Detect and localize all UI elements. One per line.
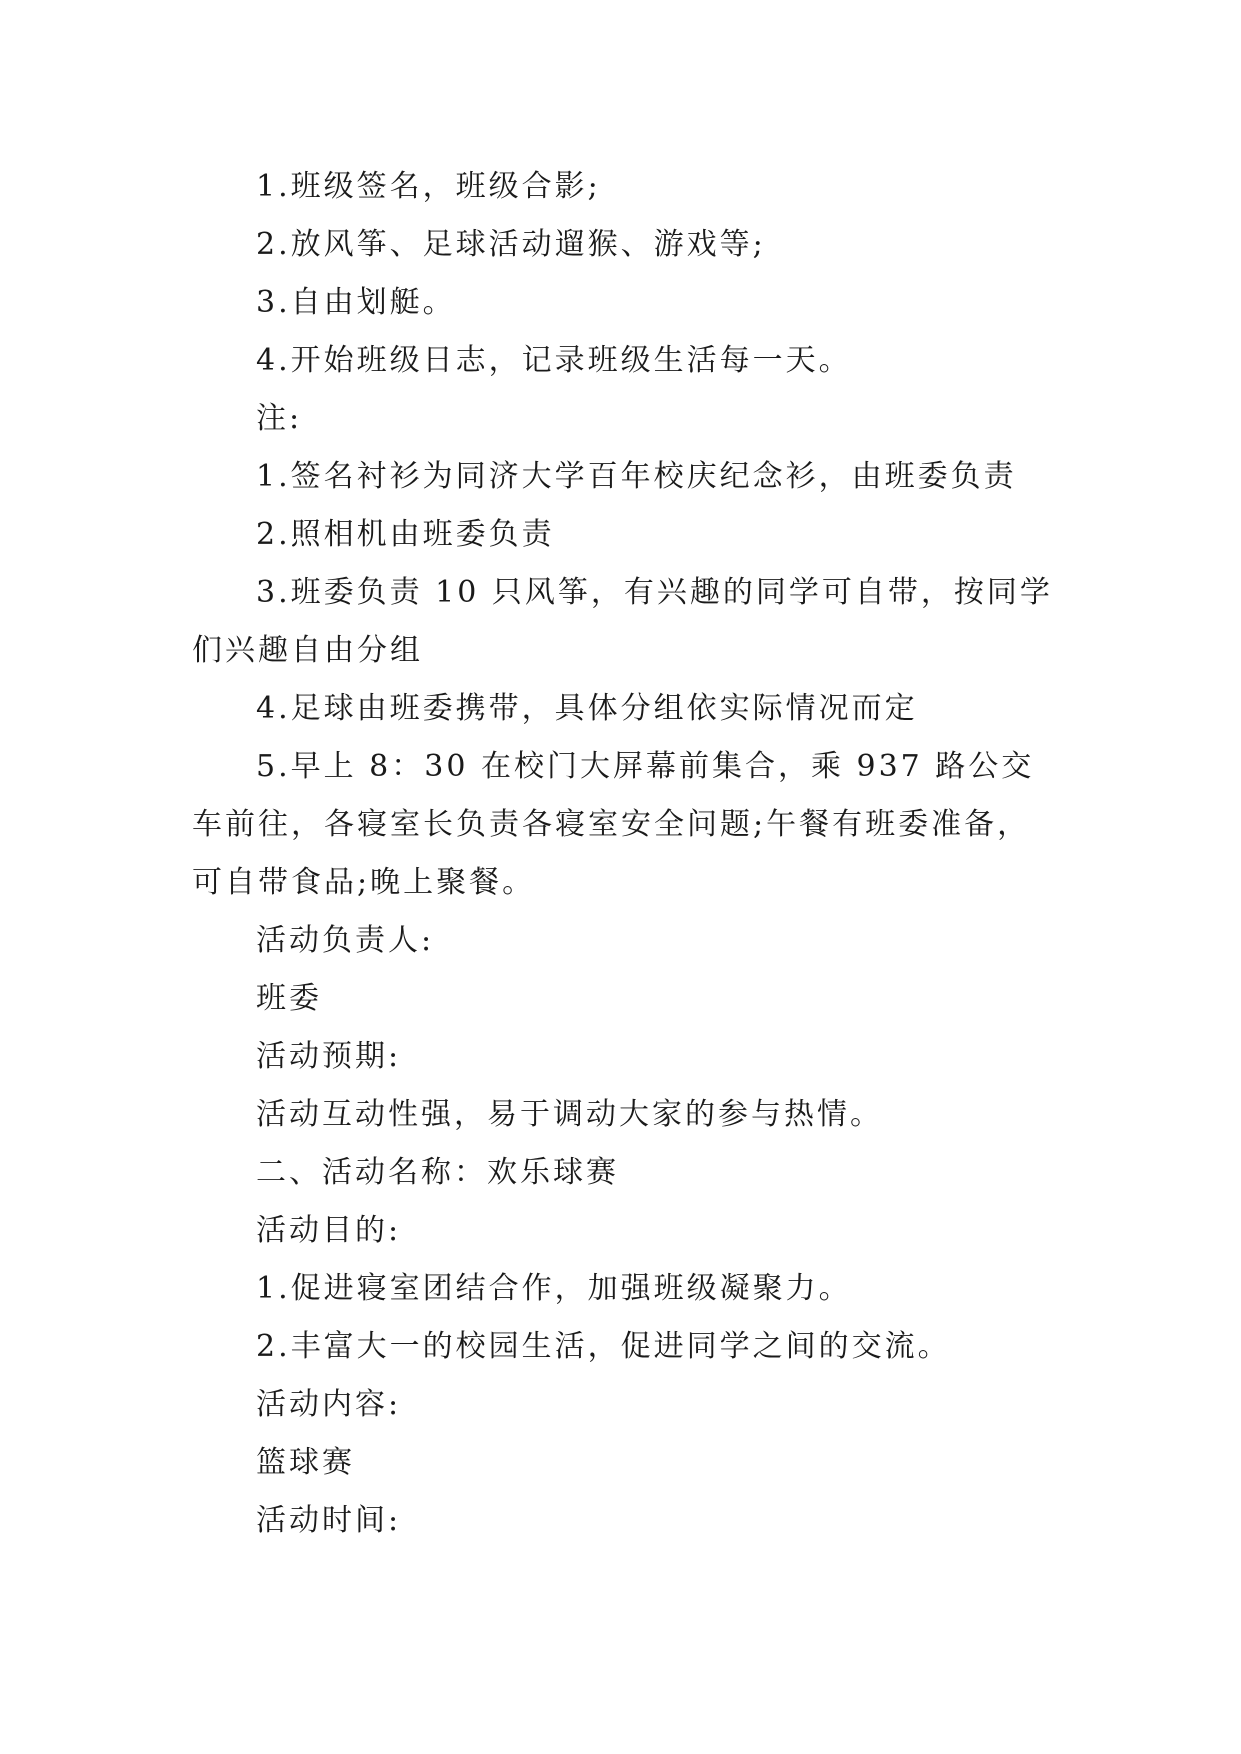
paragraph: 2.丰富大一的校园生活，促进同学之间的交流。 <box>256 1329 951 1364</box>
section-heading: 二、活动名称：欢乐球赛 <box>256 1155 619 1190</box>
paragraph: 注: <box>256 401 303 436</box>
paragraph: 活动预期: <box>256 1039 402 1074</box>
paragraph: 3.自由划艇。 <box>256 285 456 320</box>
paragraph: 活动负责人: <box>256 923 435 958</box>
paragraph: 4.足球由班委携带，具体分组依实际情况而定 <box>256 691 918 726</box>
paragraph: 2.放风筝、足球活动遛猴、游戏等; <box>256 227 766 262</box>
paragraph: 活动时间: <box>256 1503 402 1538</box>
paragraph: 活动内容: <box>256 1387 402 1422</box>
page-body <box>192 158 1054 1550</box>
paragraph: 活动互动性强，易于调动大家的参与热情。 <box>256 1097 883 1132</box>
paragraph: 班委 <box>256 981 322 1016</box>
paragraph: 1.班级签名，班级合影; <box>256 169 601 204</box>
paragraph: 活动目的: <box>256 1213 402 1248</box>
paragraph: 4.开始班级日志，记录班级生活每一天。 <box>256 343 852 378</box>
paragraph: 篮球赛 <box>256 1445 355 1480</box>
paragraph: 1.促进寝室团结合作，加强班级凝聚力。 <box>256 1271 852 1306</box>
paragraph: 5.早上 8：30 在校门大屏幕前集合，乘 937 路公交车前往，各寝室长负责各寝室安全问题;午餐有班委准备，可自带食品;晚上聚餐。 <box>192 749 1035 900</box>
paragraph: 2.照相机由班委负责 <box>256 517 555 552</box>
paragraph: 1.签名衬衫为同济大学百年校庆纪念衫，由班委负责 <box>256 459 1017 494</box>
paragraph: 3.班委负责 10 只风筝，有兴趣的同学可自带，按同学们兴趣自由分组 <box>192 575 1053 668</box>
